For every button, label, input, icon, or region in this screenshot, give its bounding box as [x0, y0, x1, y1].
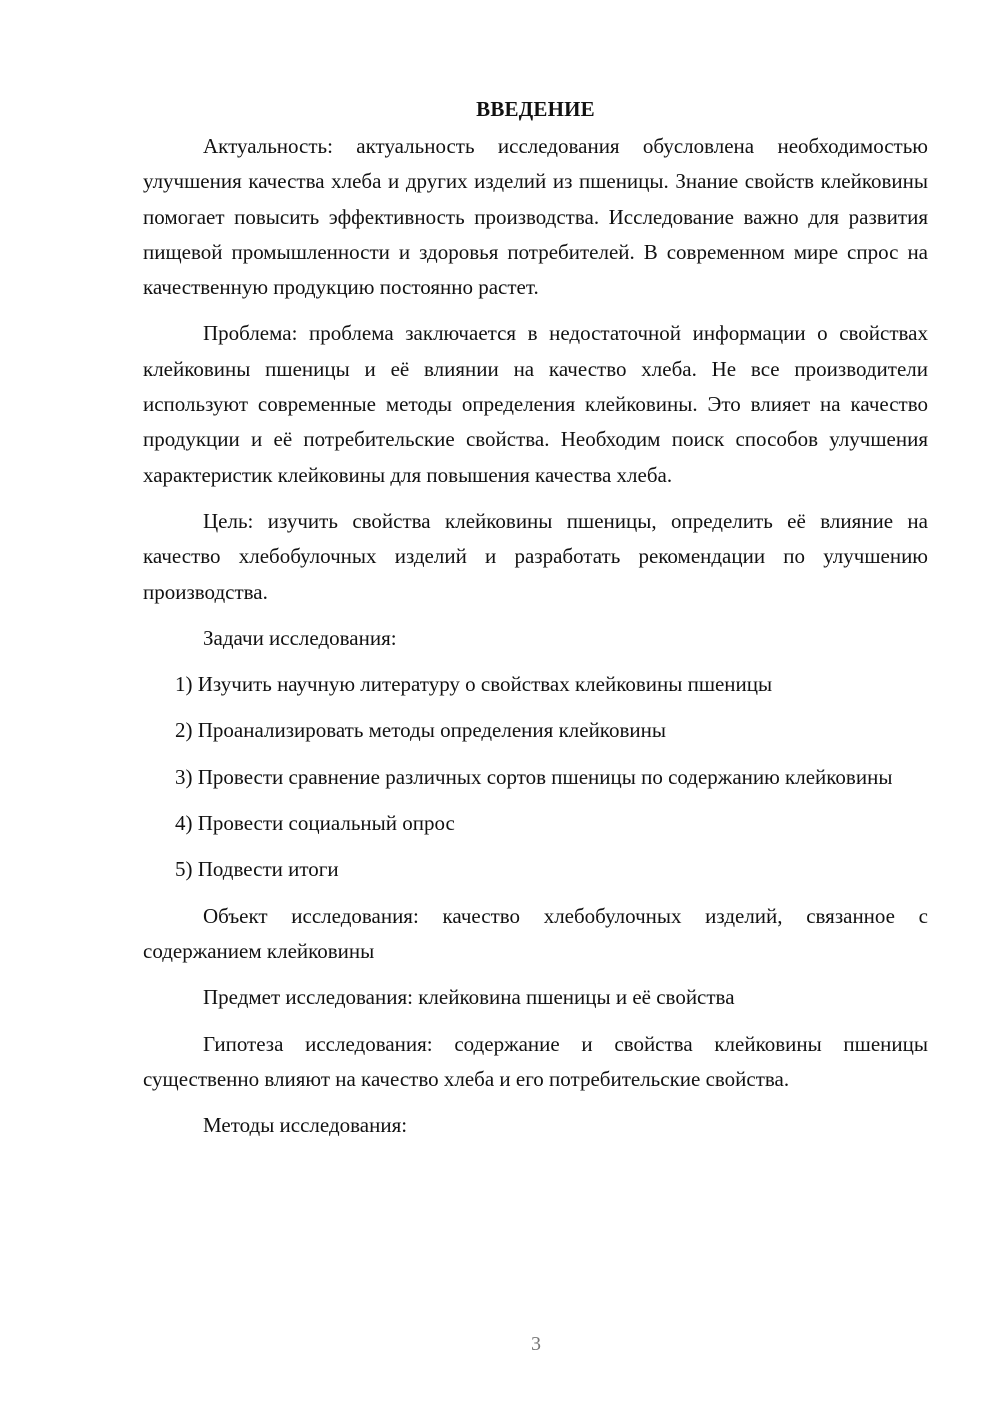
task-item-5: 5) Подвести итоги [175, 857, 339, 882]
paragraph-goal: Цель: изучить свойства клейковины пшеницы, определить её влияние на качество хлебобулочных изделий и разработать рекомендации по улучшению производства. [143, 508, 928, 604]
task-item-4: 4) Провести социальный опрос [175, 811, 455, 836]
task-item-3: 3) Провести сравнение различных сортов пшеницы по содержанию клейковины [175, 764, 893, 789]
paragraph-subject: Предмет исследования: клейковина пшеницы и её свойства [203, 985, 735, 1010]
paragraph-hypothesis: Гипотеза исследования: содержание и свойства клейковины пшеницы существенно влияют на качество хлеба и его потребительские свойства. [143, 1031, 928, 1091]
task-item-2: 2) Проанализировать методы определения клейковины [175, 718, 666, 743]
paragraph-problem: Проблема: проблема заключается в недостаточной информации о свойствах клейковины пшеницы и её влиянии на качество хлеба. Не все производители используют современные методы определения клейковины. Это влияет на качество продукции и её потребительские свойства. Необходим поиск способов улучшения характеристик клейковины для повышения качества хлеба. [143, 321, 928, 487]
page-number: 3 [531, 1333, 541, 1355]
paragraph-methods: Методы исследования: [203, 1113, 408, 1138]
page-title: ВВЕДЕНИЕ [476, 97, 595, 121]
task-item-1: 1) Изучить научную литературу о свойствах клейковины пшеницы [175, 672, 773, 697]
paragraph-relevance: Актуальность: актуальность исследования обусловлена необходимостью улучшения качества хлеба и других изделий из пшеницы. Знание свойств клейковины помогает повысить эффективность производства. Исследование важно для развития пищевой промышленности и здоровья потребителей. В современном мире спрос на качественную продукцию постоянно растет. [143, 134, 928, 300]
document-page [143, 92, 928, 1143]
paragraph-tasks-heading: Задачи исследования: [203, 625, 397, 650]
paragraph-object: Объект исследования: качество хлебобулочных изделий, связанное с содержанием клейковины [143, 903, 928, 963]
